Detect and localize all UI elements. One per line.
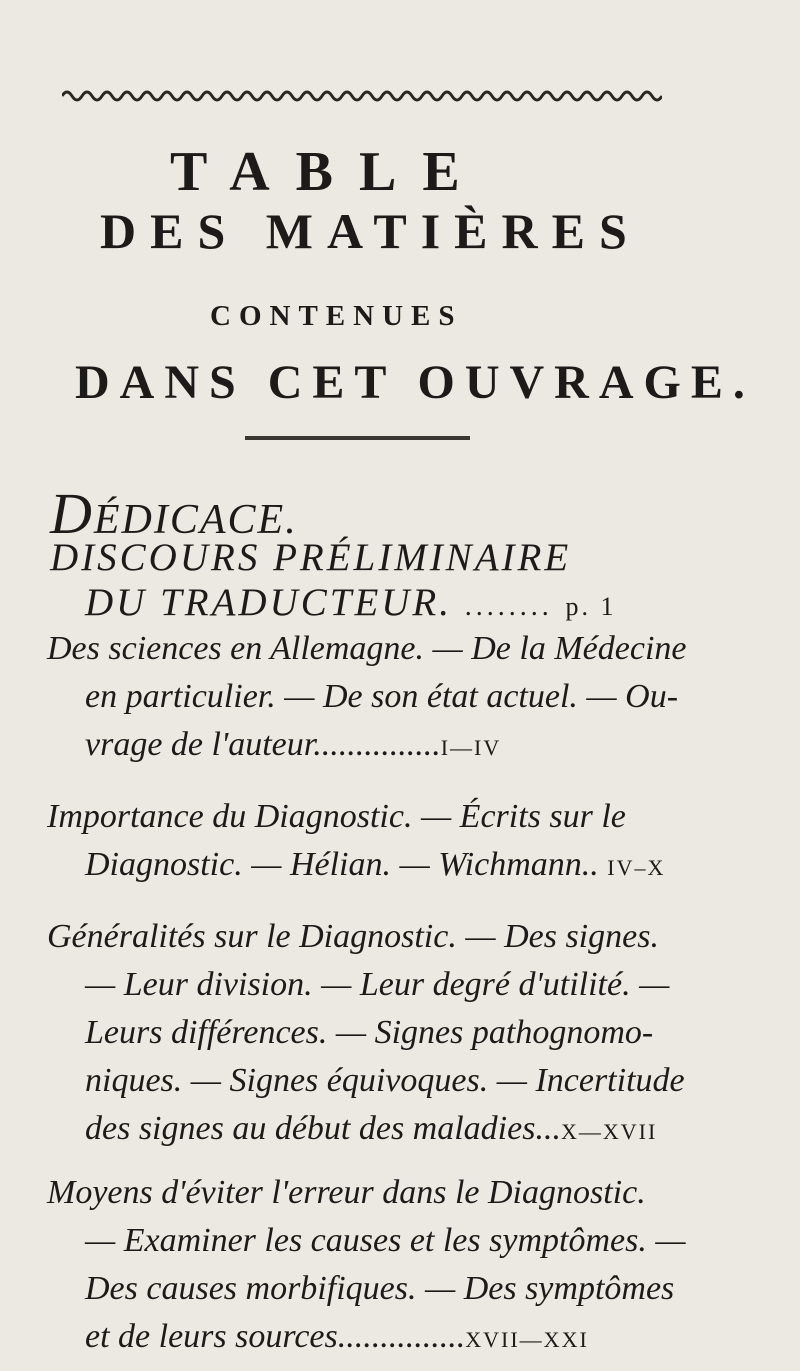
discours-label: DU TRADUCTEUR. bbox=[85, 581, 453, 624]
toc-line: Leurs différences. — Signes pathognomo- bbox=[85, 1014, 654, 1051]
page-ref: IV–X bbox=[607, 855, 666, 880]
title-line-3: CONTENUES bbox=[210, 300, 463, 332]
toc-line: Moyens d'éviter l'erreur dans le Diagnostic. bbox=[47, 1174, 646, 1211]
toc-discours-line-2 bbox=[85, 580, 617, 625]
toc-line: Des sciences en Allemagne. — De la Médecine bbox=[47, 630, 687, 667]
page-ref: p. 1 bbox=[565, 592, 617, 621]
title-line-1: TABLE bbox=[170, 141, 486, 203]
ornamental-border bbox=[62, 84, 662, 106]
toc-line: niques. — Signes équivoques. — Incertitude bbox=[85, 1062, 685, 1099]
page-ref: X—XVII bbox=[560, 1119, 658, 1144]
toc-line bbox=[85, 1110, 657, 1148]
divider-rule bbox=[245, 436, 470, 440]
title-line-4: DANS CET OUVRAGE. bbox=[75, 356, 755, 409]
toc-line bbox=[85, 846, 665, 884]
title-line-2: DES MATIÈRES bbox=[100, 203, 641, 259]
toc-line: Importance du Diagnostic. — Écrits sur le bbox=[47, 798, 626, 835]
drop-cap: D bbox=[50, 481, 94, 546]
dedication-label: ÉDICACE. bbox=[93, 497, 298, 543]
toc-text: Diagnostic. — Hélian. — Wichmann.. bbox=[85, 846, 599, 883]
toc-line: Généralités sur le Diagnostic. — Des signes. bbox=[47, 918, 659, 955]
toc-line: Des causes morbifiques. — Des symptômes bbox=[85, 1270, 675, 1307]
toc-text: des signes au début des maladies... bbox=[85, 1110, 561, 1147]
dot-leader: ........ bbox=[464, 591, 553, 622]
toc-line: en particulier. — De son état actuel. — Ou- bbox=[85, 678, 679, 715]
toc-text: et de leurs sources............... bbox=[85, 1318, 466, 1355]
toc-text: vrage de l'auteur............... bbox=[85, 726, 441, 763]
toc-line bbox=[85, 726, 501, 764]
toc-line: — Leur division. — Leur degré d'utilité. — bbox=[85, 966, 670, 1003]
toc-line bbox=[85, 1318, 589, 1356]
page-ref: XVII—XXI bbox=[465, 1327, 589, 1352]
toc-line: — Examiner les causes et les symptômes. — bbox=[85, 1222, 686, 1259]
page-ref: I—IV bbox=[440, 735, 502, 760]
toc-discours-line-1: DISCOURS PRÉLIMINAIRE bbox=[50, 536, 572, 579]
